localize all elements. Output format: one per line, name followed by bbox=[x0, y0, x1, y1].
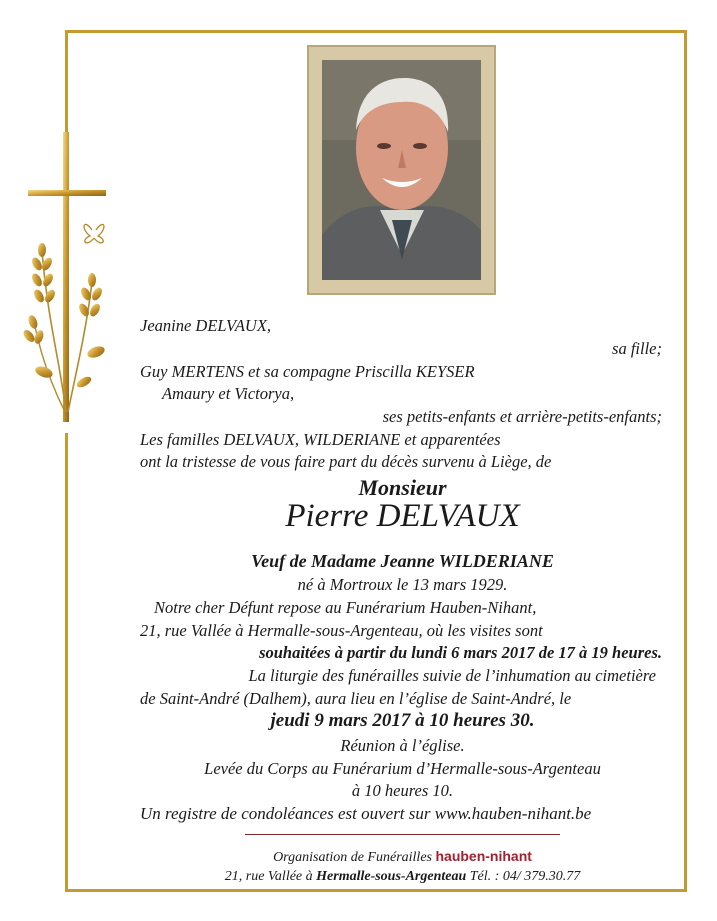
widower-line: Veuf de Madame Jeanne WILDERIANE bbox=[251, 551, 554, 571]
liturgy-line-1: La liturgie des funérailles suivie de l’inhumation au cimetière bbox=[248, 666, 656, 685]
liturgy-line-2: de Saint-André (Dalhem), aura lieu en l’église de Saint-André, le bbox=[140, 689, 572, 708]
cross-wheat-butterfly-icon bbox=[20, 132, 115, 422]
line-grandchildren-role: ses petits-enfants et arrière-petits-enfants; bbox=[382, 407, 662, 426]
leve-line-1: Levée du Corps au Funérarium d’Hermalle-sous-Argenteau bbox=[204, 759, 601, 778]
meeting-line: Réunion à l’église. bbox=[340, 736, 465, 755]
rest-line-1: Notre cher Défunt repose au Funérarium Hauben-Nihant, bbox=[154, 598, 537, 617]
footer-address-prefix: 21, rue Vallée à bbox=[224, 869, 313, 884]
visits-line: souhaitées à partir du lundi 6 mars 2017 de 17 à 19 heures. bbox=[259, 643, 662, 662]
line-great-grandchildren: Amaury et Victorya, bbox=[162, 384, 295, 403]
footer-phone: Tél. : 04/ 379.30.77 bbox=[469, 869, 581, 884]
footer-address-town: Hermalle-sous-Argenteau bbox=[316, 869, 467, 884]
line-announcement: ont la tristesse de vous faire part du décès survenu à Liège, de bbox=[140, 452, 552, 471]
portrait-frame bbox=[307, 45, 496, 295]
line-daughter-role: sa fille; bbox=[612, 339, 662, 358]
rest-line-2: 21, rue Vallée à Hermalle-sous-Argenteau, où les visites sont bbox=[140, 621, 543, 640]
register-line: Un registre de condoléances est ouvert sur www.hauben-nihant.be bbox=[140, 804, 592, 823]
footer-org-prefix: Organisation de Funérailles bbox=[273, 850, 432, 865]
footer-address bbox=[140, 866, 665, 888]
line-families: Les familles DELVAUX, WILDERIANE et apparentées bbox=[140, 430, 501, 449]
footer-divider bbox=[245, 834, 560, 835]
line-grandchild: Guy MERTENS et sa compagne Priscilla KEYSER bbox=[140, 362, 475, 381]
deceased-name: Pierre DELVAUX bbox=[285, 498, 520, 534]
birth-line: né à Mortroux le 13 mars 1929. bbox=[297, 575, 508, 594]
deceased-title: Monsieur bbox=[358, 475, 447, 500]
portrait-photo bbox=[322, 60, 481, 280]
funeral-date: jeudi 9 mars 2017 à 10 heures 30. bbox=[270, 710, 535, 731]
brand-logo: hauben-nihant bbox=[435, 848, 532, 864]
leve-line-2: à 10 heures 10. bbox=[351, 781, 454, 800]
line-daughter-name: Jeanine DELVAUX, bbox=[140, 316, 272, 335]
